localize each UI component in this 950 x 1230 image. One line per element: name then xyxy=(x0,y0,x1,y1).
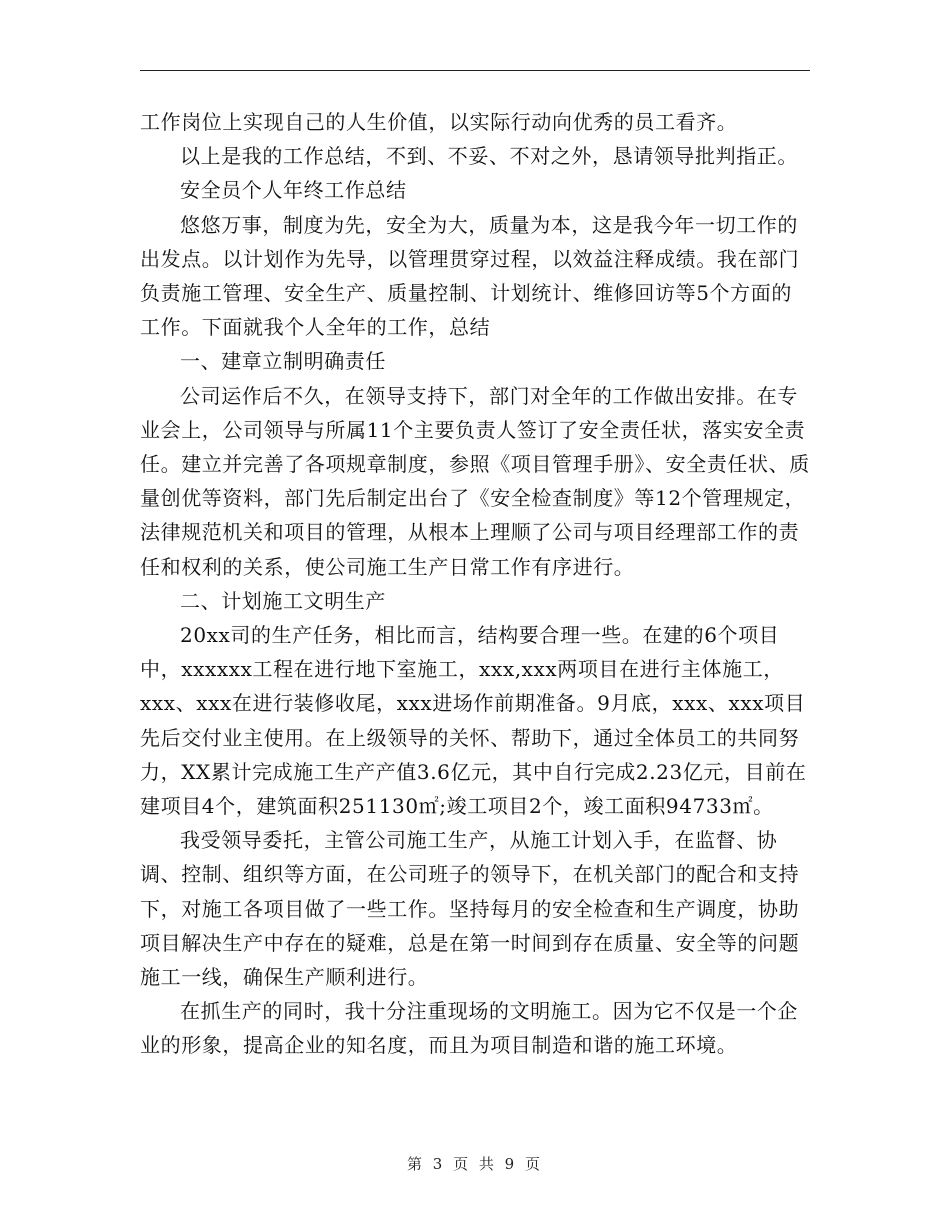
document-body xyxy=(140,105,810,1063)
paragraph: 以上是我的工作总结，不到、不妥、不对之外，恳请领导批判指正。 xyxy=(180,144,798,169)
page-number: 第 3 页 共 9 页 xyxy=(407,1155,543,1173)
paragraph: 20xx司的生产任务，相比而言，结构要合理一些。在建的6个项目中，xxxxxx工程在进行地下室施工，xxx,xxx两项目在进行主体施工，xxx、xxx在进行装修收尾，xxx进场作前期准备。9月底，xxx、xxx项目先后交付业主使用。在上级领导的关怀、帮助下，通过全体员工的共同努力，XX累计完成施工生产产值3.6亿元，其中自行完成2.23亿元，目前在建项目4个，建筑面积251130㎡;竣工项目2个，竣工面积94733㎡。 xyxy=(140,623,807,819)
paragraph: 在抓生产的同时，我十分注重现场的文明施工。因为它不仅是一个企业的形象，提高企业的知名度，而且为项目制造和谐的施工环境。 xyxy=(140,999,798,1058)
section-heading: 二、计划施工文明生产 xyxy=(180,588,386,613)
paragraph: 我受领导委托，主管公司施工生产，从施工计划入手，在监督、协调、控制、组织等方面，在公司班子的领导下，在机关部门的配合和支持下，对施工各项目做了一些工作。坚持每月的安全检查和生产调度，协助项目解决生产中存在的疑难，总是在第一时间到存在质量、安全等的问题施工一线，确保生产顺利进行。 xyxy=(140,828,800,990)
header-rule xyxy=(140,70,810,71)
paragraph: 悠悠万事，制度为先，安全为大，质量为本，这是我今年一切工作的出发点。以计划作为先导，以管理贯穿过程，以效益注释成绩。我在部门负责施工管理、安全生产、质量控制、计划统计、维修回访等5个方面的工作。下面就我个人全年的工作，总结 xyxy=(140,212,800,340)
paragraph: 工作岗位上实现自己的人生价值，以实际行动向优秀的员工看齐。 xyxy=(140,110,738,134)
section-heading: 一、建章立制明确责任 xyxy=(180,349,386,374)
paragraph: 公司运作后不久，在领导支持下，部门对全年的工作做出安排。在专业会上，公司领导与所属11个主要负责人签订了安全责任状，落实安全责任。建立并完善了各项规章制度，参照《项目管理手册》、安全责任状、质量创优等资料，部门先后制定出台了《安全检查制度》等12个管理规定，法律规范机关和项目的管理，从根本上理顺了公司与项目经理部工作的责任和权利的关系，使公司施工生产日常工作有序进行。 xyxy=(140,383,810,579)
section-title: 安全员个人年终工作总结 xyxy=(180,178,407,203)
